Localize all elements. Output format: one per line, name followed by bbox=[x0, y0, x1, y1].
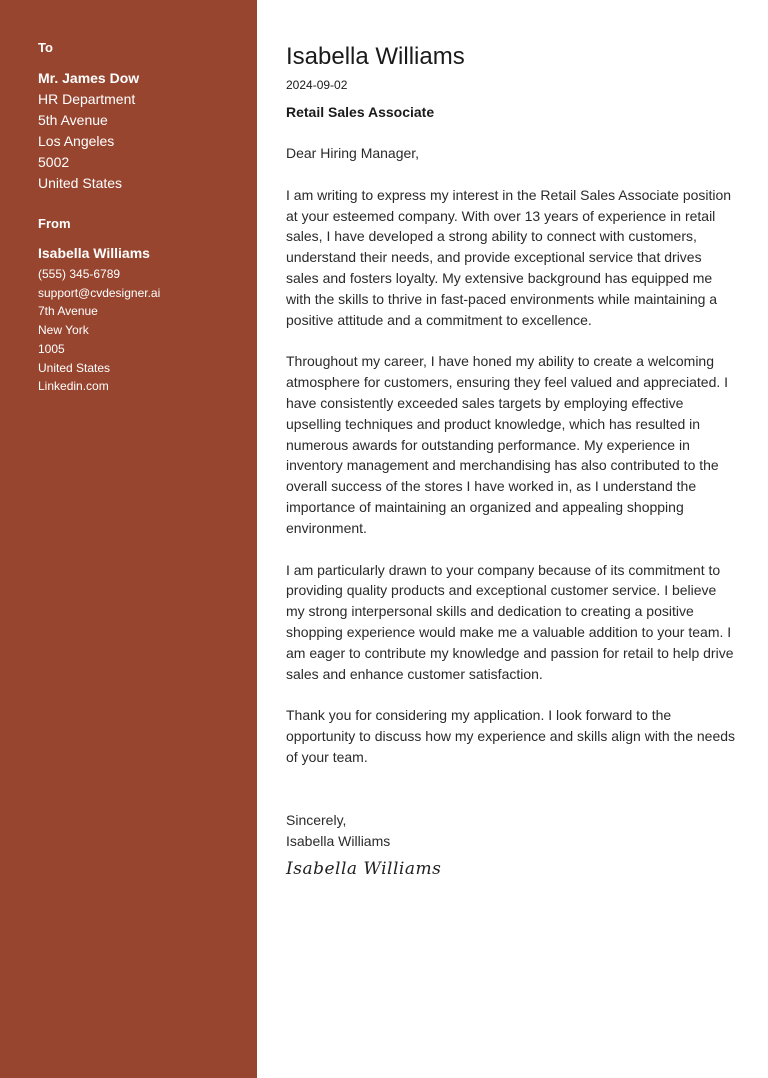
from-heading: From bbox=[38, 216, 71, 231]
contact-sidebar bbox=[0, 0, 257, 1078]
applicant-name: Isabella Williams bbox=[286, 43, 465, 70]
paragraph-experience: Throughout my career, I have honed my ability to create a welcoming atmosphere for customers, ensuring they feel valued and appreciated. I have consistently exceeded sales targets by employing effective upselling techniques and product knowledge, which has resulted in numerous awards for outstanding performance. My experience in inventory management and merchandising has also contributed to the overall success of the stores I have worked in, as I understand the importance of maintaining an organized and appealing shopping environment. bbox=[286, 353, 729, 536]
sender-zip: 1005 bbox=[38, 341, 65, 356]
sender-linkedin[interactable]: Linkedin.com bbox=[38, 379, 109, 394]
recipient-country: United States bbox=[38, 175, 123, 191]
to-heading: To bbox=[38, 40, 53, 55]
job-title: Retail Sales Associate bbox=[286, 104, 435, 120]
paragraph-thanks: Thank you for considering my application. I look forward to the opportunity to discuss how my experience and skills align with the needs of your team. bbox=[286, 707, 736, 765]
recipient-street: 5th Avenue bbox=[38, 112, 108, 128]
paragraph-motivation: I am particularly drawn to your company because of its commitment to providing quality products and exceptional customer service. I believe my strong interpersonal skills and dedication to creating a positive shopping experience would make me a valuable addition to your team. I am eager to contribute my knowledge and passion for retail to help drive sales and enhance customer satisfaction. bbox=[286, 561, 734, 682]
recipient-zip: 5002 bbox=[38, 154, 70, 170]
recipient-block bbox=[38, 68, 237, 194]
sender-block bbox=[38, 244, 237, 396]
signature: Isabella Williams bbox=[286, 859, 442, 880]
recipient-city: Los Angeles bbox=[38, 133, 115, 149]
sender-name: Isabella Williams bbox=[38, 245, 150, 261]
salutation: Dear Hiring Manager, bbox=[286, 145, 420, 161]
letter-date: 2024-09-02 bbox=[286, 78, 348, 92]
sender-email[interactable]: support@cvdesigner.ai bbox=[38, 285, 161, 300]
sender-country: United States bbox=[38, 360, 111, 375]
closing-name: Isabella Williams bbox=[286, 832, 391, 849]
paragraph-intro: I am writing to express my interest in the Retail Sales Associate position at your esteemed company. With over 13 years of experience in retail sales, I have developed a strong ability to connect with customers, understand their needs, and provide exceptional service that drives sales and fosters loyalty. My extensive background has equipped me with the skills to thrive in fast-paced environments while maintaining a positive attitude and a commitment to excellence. bbox=[286, 186, 732, 328]
closing: Sincerely, bbox=[286, 811, 347, 828]
sender-city: New York bbox=[38, 323, 89, 338]
sender-phone: (555) 345-6789 bbox=[38, 267, 121, 281]
recipient-name: Mr. James Dow bbox=[38, 70, 140, 86]
letter-body bbox=[257, 0, 768, 1078]
recipient-department: HR Department bbox=[38, 91, 136, 107]
sender-street: 7th Avenue bbox=[38, 304, 98, 319]
